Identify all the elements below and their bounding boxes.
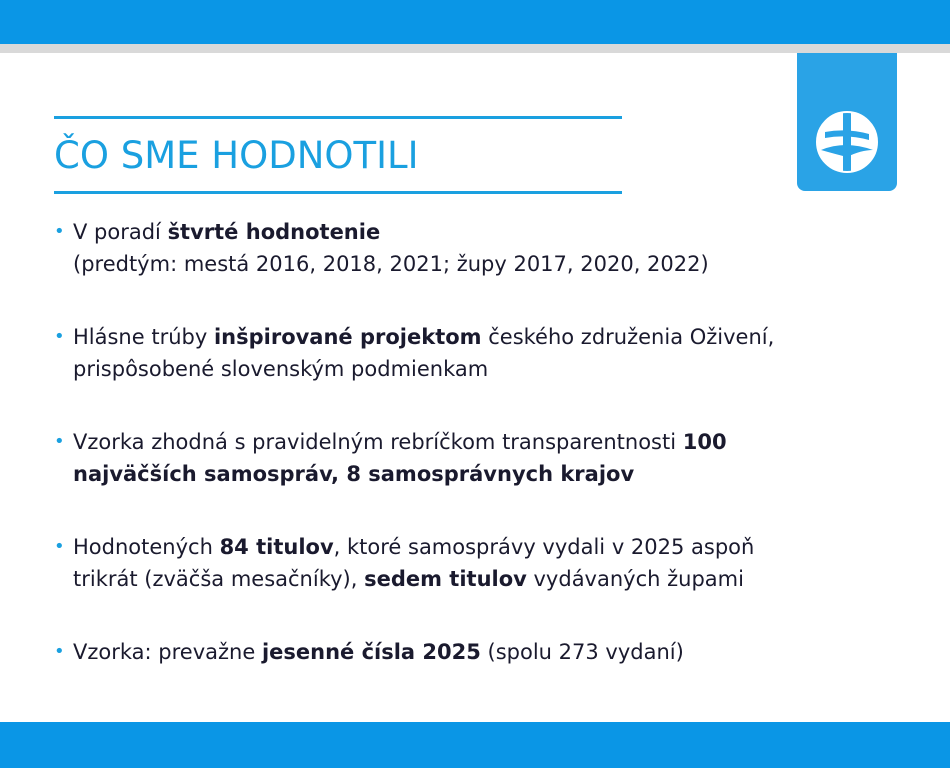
bullet-dot-icon: • <box>54 431 65 452</box>
bullet-line <box>73 321 814 353</box>
bullet-text: prispôsobené slovenským podmienkam <box>73 357 489 381</box>
header-bar <box>0 0 950 44</box>
bullet-line <box>73 426 814 458</box>
footer-bar <box>0 722 950 768</box>
bullet-text-bold: inšpirované projektom <box>213 325 482 349</box>
bullet-text-bold: štvrté hodnotenie <box>167 220 381 244</box>
bullet-dot-icon: • <box>54 536 65 557</box>
bullet-item <box>54 216 814 280</box>
bullet-text-bold: sedem titulov <box>364 567 527 591</box>
bullet-line <box>73 353 814 385</box>
bullet-text: Hodnotených <box>73 535 220 559</box>
bullet-dot-icon: • <box>54 221 65 242</box>
bullet-dot-icon: • <box>54 326 65 347</box>
bullet-line <box>73 216 814 248</box>
bullet-text-bold: 84 titulov <box>219 535 334 559</box>
bullet-item <box>54 426 814 490</box>
bullet-line <box>73 248 814 280</box>
bullet-text: Vzorka zhodná s pravidelným rebríčkom transparentnosti <box>73 430 683 454</box>
logo-tab <box>797 53 897 191</box>
header-stripe <box>0 44 950 53</box>
bullet-text: trikrát (zväčša mesačníky), <box>73 567 365 591</box>
bullet-dot-icon: • <box>54 641 65 662</box>
bullet-text: českého združenia Oživení, <box>481 325 775 349</box>
title-rule-top <box>54 116 622 119</box>
bullet-line <box>73 531 814 563</box>
bullet-text: V poradí <box>73 220 168 244</box>
bullet-item <box>54 531 814 595</box>
bullet-text-bold: 100 <box>682 430 727 454</box>
bullet-text: (predtým: mestá 2016, 2018, 2021; župy 2017, 2020, 2022) <box>73 252 709 276</box>
title-rule-bottom <box>54 191 622 194</box>
bullet-text: Hlásne trúby <box>73 325 214 349</box>
bullet-text-bold: jesenné čísla 2025 <box>261 640 481 664</box>
bullet-text: Vzorka: prevažne <box>73 640 262 664</box>
bullet-line <box>73 636 814 668</box>
bullet-item <box>54 636 814 668</box>
bullet-text: (spolu 273 vydaní) <box>480 640 684 664</box>
transparency-international-logo-icon <box>815 110 879 174</box>
bullet-text-bold: najväčších samospráv, 8 samosprávnych krajov <box>73 462 635 486</box>
bullet-text: vydávaných župami <box>526 567 744 591</box>
bullet-line <box>73 563 814 595</box>
bullet-text: , ktoré samosprávy vydali v 2025 aspoň <box>333 535 755 559</box>
page-title: ČO SME HODNOTILI <box>54 134 419 177</box>
bullet-list <box>54 216 814 668</box>
bullet-line <box>73 458 814 490</box>
bullet-item <box>54 321 814 385</box>
